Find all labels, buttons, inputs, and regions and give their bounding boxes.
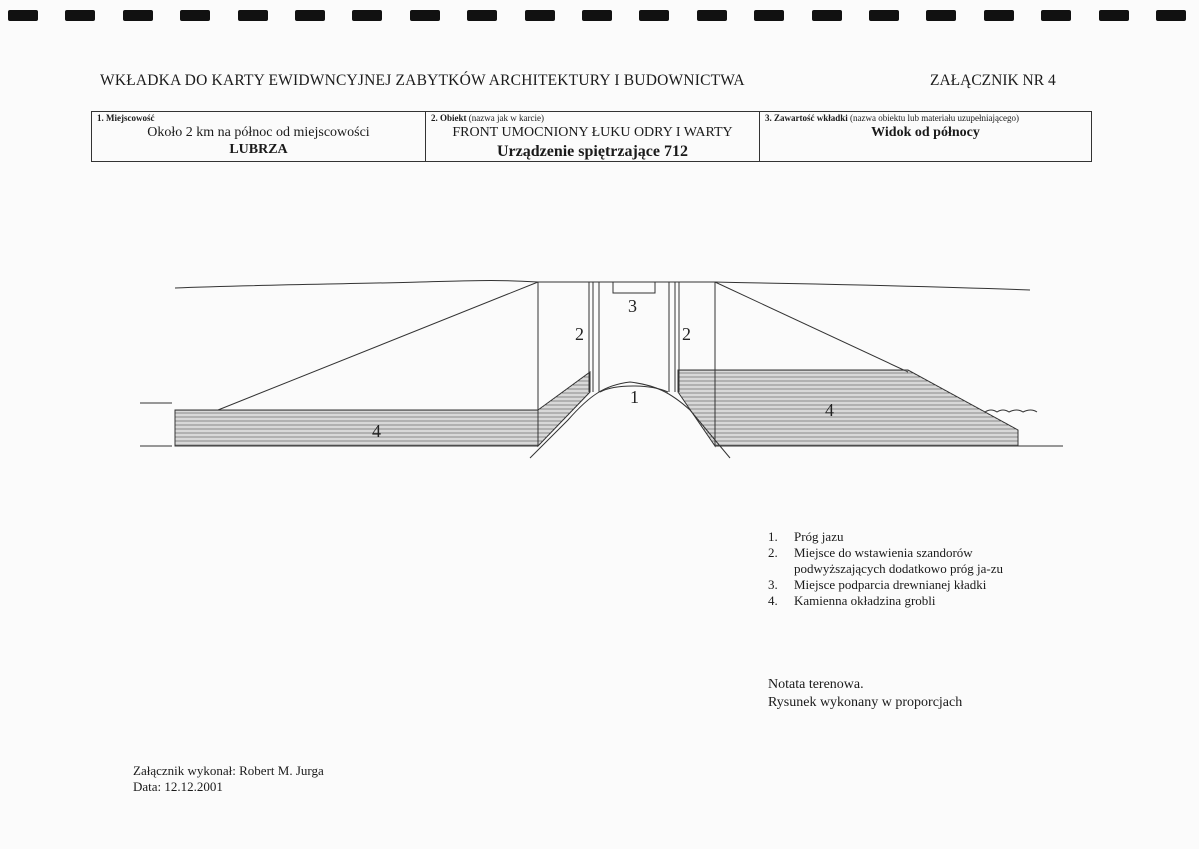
note-line2: Rysunek wykonany w proporcjach [768,695,963,710]
label-4-right: 4 [825,400,834,420]
grass-line-left [175,281,538,289]
label-3: 3 [628,296,637,316]
footer [133,763,324,795]
content-line1: Widok od północy [871,125,980,140]
footbridge-support [613,282,655,293]
locality-line1: Około 2 km na północ od miejscowości [147,125,370,140]
object-line1: FRONT UMOCNIONY ŁUKU ODRY I WARTY [452,125,733,140]
legend-item: 4. Kamienna okładzina grobli [768,593,936,608]
object-line2: Urządzenie spiętrzające 712 [496,143,689,160]
field-note [768,676,962,712]
legend-item: 2. Miejsce do wstawienia szandorów podwyższających dodatkowo próg ja-zu [768,545,1004,576]
legend-item: 1. Próg jazu [768,529,844,544]
right-stone-cladding [715,370,1018,446]
left-embankment-slope [218,282,538,410]
footer-date: Data: 12.12.2001 [133,779,223,794]
legend-item: 3. Miejsce podparcia drewnianej kładki [768,577,987,592]
locality-label: 1. Miejscowość [97,113,155,123]
label-4-left: 4 [372,421,381,441]
document-title: WKŁADKA DO KARTY EWIDWNCYJNEJ ZABYTKÓW ARCHITEKTURY I BUDOWNICTWA [100,72,745,89]
label-2-right: 2 [682,324,691,344]
content-label: 3. Zawartość wkładki (nazwa obiektu lub materiału uzupełniającego) [765,113,1019,123]
footer-author: Załącznik wykonał: Robert M. Jurga [133,763,324,778]
right-abutment-cladding [678,370,715,446]
right-embankment-slope [715,282,908,372]
annex-number: ZAŁĄCZNIK NR 4 [930,72,1056,89]
grass-line-right [715,282,1030,290]
object-label: 2. Obiekt (nazwa jak w karcie) [431,113,544,123]
label-1: 1 [630,387,639,407]
grass-tuft-right [985,410,1037,412]
left-abutment-cladding [538,372,590,446]
legend [768,529,1014,609]
left-stone-cladding [175,410,538,446]
label-2-left: 2 [575,324,584,344]
note-line1: Notata terenowa. [768,677,864,692]
locality-line2: LUBRZA [229,142,288,157]
